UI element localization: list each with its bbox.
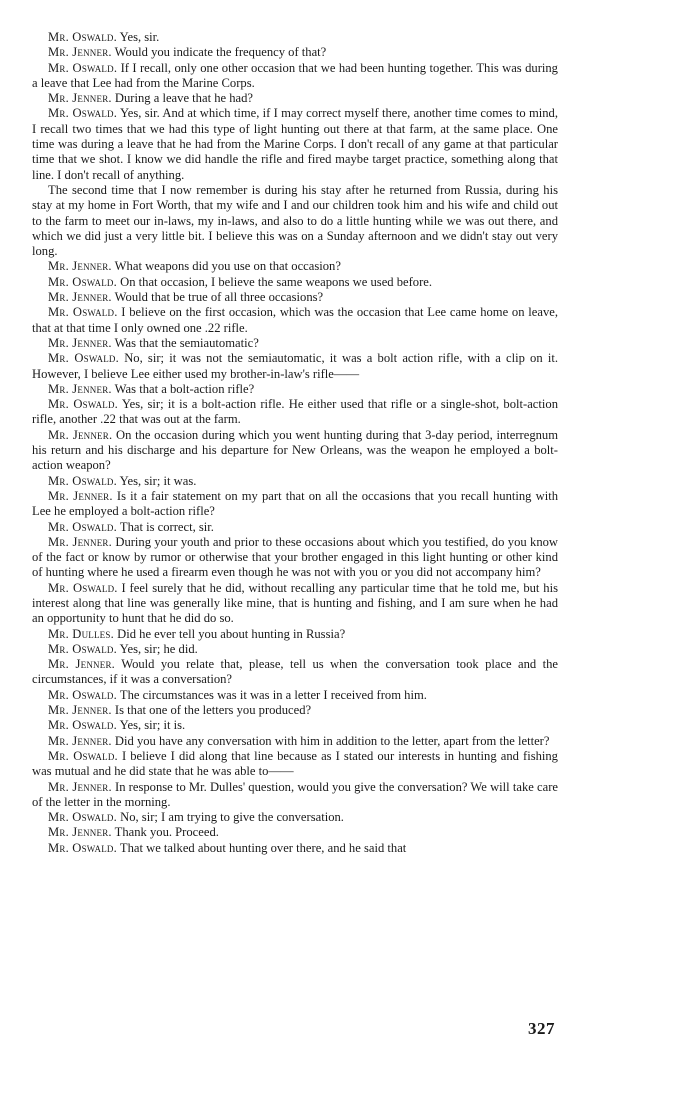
paragraph-text: Did you have any conversation with him in addition to the letter, apart from the letter? [114, 733, 550, 748]
speaker-name: Mr. Dulles. [48, 626, 114, 641]
speaker-name: Mr. Jenner. [48, 259, 112, 274]
transcript-body [32, 30, 558, 856]
speaker-name: Mr. Jenner. [48, 427, 113, 442]
paragraph-text: During a leave that he had? [114, 91, 254, 106]
speaker-name: Mr. Jenner. [48, 779, 112, 794]
paragraph-text: Yes, sir; it is. [119, 718, 186, 733]
speaker-name: Mr. Oswald. [48, 687, 117, 702]
paragraph-text: Is that one of the letters you produced? [114, 703, 312, 718]
paragraph [32, 841, 558, 856]
paragraph [32, 305, 558, 336]
speaker-name: Mr. Oswald. [48, 580, 118, 595]
paragraph [32, 520, 558, 535]
paragraph [32, 474, 558, 489]
speaker-name: Mr. Jenner. [48, 335, 112, 350]
speaker-name: Mr. Oswald. [48, 748, 118, 763]
paragraph-text: On the occasion during which you went hunting during that 3-day period, interregnum his return and his discharge and his departure for New Orleans, was the weapon he employed a bolt-action weapon? [32, 427, 558, 473]
paragraph [32, 581, 558, 627]
paragraph-text: Would that be true of all three occasions? [114, 290, 324, 305]
paragraph-text: Was that the semiautomatic? [114, 335, 259, 350]
paragraph-text: The circumstances was it was in a letter I received from him. [119, 687, 427, 702]
speaker-name: Mr. Jenner. [48, 733, 112, 748]
paragraph [32, 397, 558, 428]
paragraph [32, 259, 558, 274]
paragraph [32, 290, 558, 305]
speaker-name: Mr. Jenner. [48, 534, 112, 549]
paragraph [32, 428, 558, 474]
paragraph-text: Yes, sir; he did. [119, 641, 198, 656]
paragraph-text: I believe I did along that line because as I stated our interests in hunting and fishing was mutual and he did state that he was able to—— [32, 748, 558, 779]
speaker-name: Mr. Oswald. [48, 30, 117, 44]
paragraph-text: If I recall, only one other occasion that we had been hunting together. This was during a leave that Lee had from the Marine Corps. [32, 60, 558, 90]
paragraph [32, 336, 558, 351]
paragraph [32, 183, 558, 259]
paragraph [32, 718, 558, 733]
speaker-name: Mr. Jenner. [48, 381, 112, 396]
paragraph-text: Would you relate that, please, tell us when the conversation took place and the circumstances, if it was a conversation? [32, 657, 559, 687]
paragraph [32, 749, 558, 780]
paragraph [32, 106, 558, 182]
paragraph [32, 61, 558, 92]
speaker-name: Mr. Jenner. [48, 825, 112, 840]
paragraph-text: Was that a bolt-action rifle? [114, 381, 255, 396]
paragraph [32, 351, 558, 382]
paragraph-text: On that occasion, I believe the same weapons we used before. [120, 274, 433, 289]
speaker-name: Mr. Jenner. [48, 290, 112, 305]
speaker-name: Mr. Oswald. [48, 351, 119, 366]
paragraph-text: Yes, sir; it was. [119, 473, 197, 488]
speaker-name: Mr. Oswald. [48, 641, 117, 656]
paragraph [32, 657, 558, 688]
paragraph-text: Did he ever tell you about hunting in Russia? [117, 626, 346, 641]
speaker-name: Mr. Oswald. [48, 60, 118, 75]
page-number: 327 [528, 1019, 555, 1038]
speaker-name: Mr. Oswald. [48, 519, 117, 534]
paragraph [32, 642, 558, 657]
paragraph-text: Would you indicate the frequency of that? [114, 45, 327, 60]
paragraph-text: No, sir; I am trying to give the conversation. [120, 810, 344, 825]
paragraph-text: Yes, sir. [119, 30, 160, 44]
paragraph [32, 275, 558, 290]
speaker-name: Mr. Oswald. [48, 397, 119, 412]
paragraph [32, 489, 558, 520]
speaker-name: Mr. Jenner. [48, 488, 113, 503]
paragraph [32, 810, 558, 825]
speaker-name: Mr. Oswald. [48, 840, 117, 855]
paragraph [32, 780, 558, 811]
paragraph [32, 91, 558, 106]
paragraph-text: I feel surely that he did, without recalling any particular time that he told me, but his interest along that line was generally like mine, that is hunting and fishing, and I am sure when he had an opportunity to hunt that he did do so. [32, 580, 558, 626]
paragraph [32, 825, 558, 840]
paragraph [32, 688, 558, 703]
paragraph [32, 45, 558, 60]
paragraph-text: That is correct, sir. [119, 519, 214, 534]
paragraph-text: In response to Mr. Dulles' question, would you give the conversation? We will take care of the letter in the morning. [32, 779, 558, 809]
paragraph [32, 734, 558, 749]
speaker-name: Mr. Oswald. [48, 718, 117, 733]
paragraph-text: Is it a fair statement on my part that on all the occasions that you recall hunting with Lee he employed a bolt-action rifle? [32, 488, 559, 519]
speaker-name: Mr. Oswald. [48, 305, 118, 320]
paragraph [32, 30, 558, 45]
paragraph [32, 703, 558, 718]
speaker-name: Mr. Jenner. [48, 703, 112, 718]
paragraph-text: No, sir; it was not the semiautomatic, it was a bolt action rifle, with a clip on it. However, I believe Lee either used my brother-in-law's rifle—— [32, 351, 558, 381]
speaker-name: Mr. Jenner. [48, 657, 115, 672]
paragraph-text: What weapons did you use on that occasion? [114, 259, 341, 274]
paragraph-text: Thank you. Proceed. [114, 825, 219, 840]
paragraph-text: Yes, sir; it is a bolt-action rifle. He either used that rifle or a single-shot, bolt-action rifle, another .22 that was out at the farm. [32, 397, 558, 427]
paragraph [32, 535, 558, 581]
paragraph-text: During your youth and prior to these occasions about which you testified, do you know of the fact or know by rumor or otherwise that your brother engaged in this light hunting or other kind of hunting where he used a firearm even though he was not with you or you did not accompany him? [32, 534, 559, 580]
paragraph-text: Yes, sir. And at which time, if I may correct myself there, another time comes to mind, I recall two times that we had this type of light hunting out there at that farm, at the same place. One time was during a leave that he had from the Marine Corps. I don't recall of any game at that particular time that we shot. I know we did handle the rifle and fired maybe target practice, something along that line. I don't recall of anything. [32, 106, 558, 182]
paragraph-text: That we talked about hunting over there, and he said that [119, 840, 407, 855]
speaker-name: Mr. Oswald. [48, 473, 117, 488]
speaker-name: Mr. Oswald. [48, 810, 117, 825]
speaker-name: Mr. Oswald. [48, 274, 117, 289]
paragraph [32, 627, 558, 642]
paragraph-text: The second time that I now remember is during his stay after he returned from Russia, during his stay at my home in Fort Worth, that my wife and I and our children took him and his wife and child out to the farm to meet our in-laws, my in-laws, and also to do a little hunting while we was out there, and which we did just a very little bit. I believe this was on a Sunday afternoon and we didn't stay out very long. [32, 182, 558, 259]
paragraph-text: I believe on the first occasion, which was the occasion that Lee came home on leave, that at that time I only owned one .22 rifle. [32, 305, 558, 335]
speaker-name: Mr. Jenner. [48, 91, 112, 106]
speaker-name: Mr. Oswald. [48, 106, 118, 121]
speaker-name: Mr. Jenner. [48, 45, 112, 60]
paragraph [32, 382, 558, 397]
